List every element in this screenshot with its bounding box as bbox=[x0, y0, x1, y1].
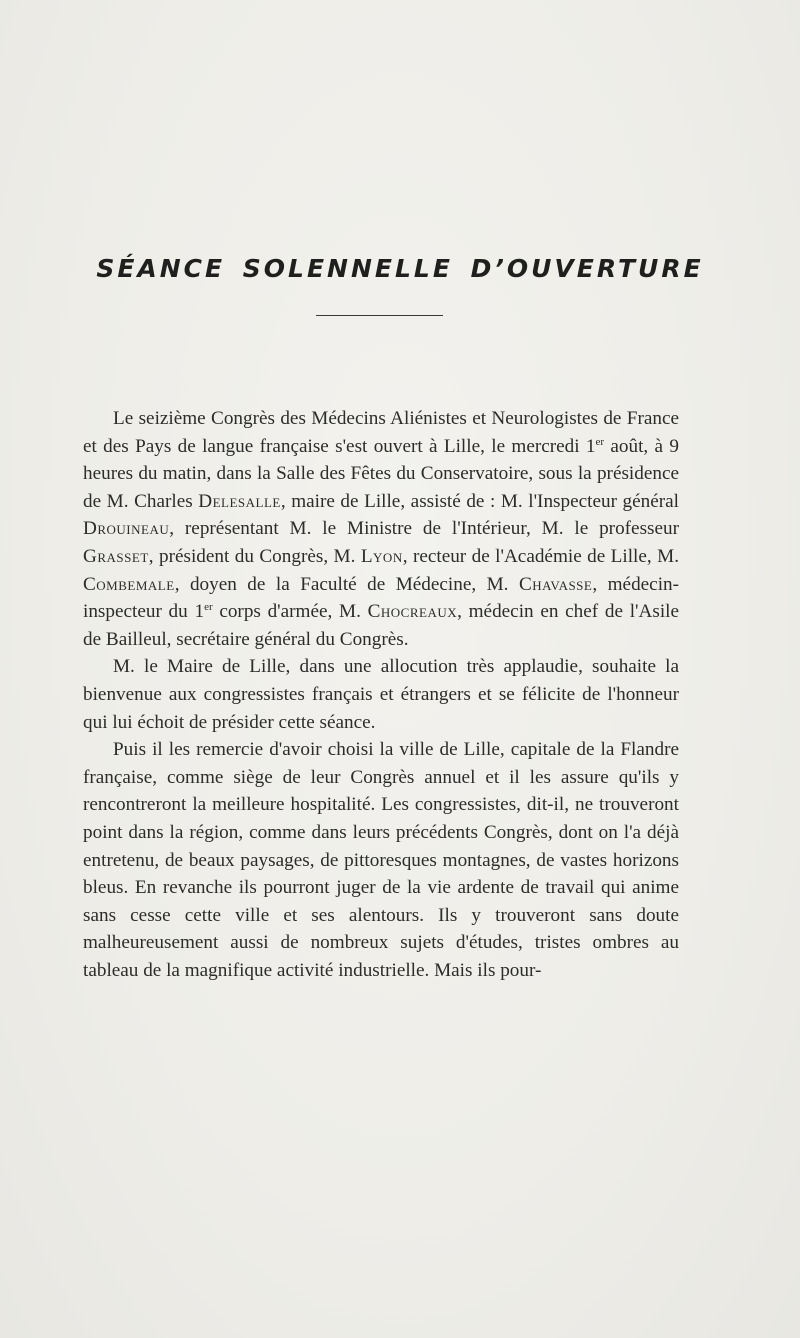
text-run: , président du Congrès, M. bbox=[148, 545, 361, 567]
body-text bbox=[83, 405, 679, 984]
title-divider bbox=[316, 315, 443, 316]
text-run: corps d'armée, M. bbox=[212, 601, 368, 623]
paragraph bbox=[83, 736, 679, 984]
ordinal-superscript: er bbox=[204, 601, 213, 614]
person-name: Chocreaux bbox=[367, 601, 458, 623]
text-run: , médecin-inspecteur du 1 bbox=[83, 573, 680, 623]
text-run: Le seizième Congrès des Médecins Aliénistes et Neurologistes de France et des Pays de langue française s'est ouvert à Lille, le mercredi 1 bbox=[83, 408, 679, 457]
text-run: , doyen de la Faculté de Médecine, M. bbox=[174, 573, 519, 595]
section-title: SÉANCE SOLENNELLE D’OUVERTURE bbox=[96, 254, 704, 283]
paragraph bbox=[83, 405, 679, 653]
text-run: , représentant M. le Ministre de l'Intérieur, M. le professeur bbox=[169, 518, 679, 540]
person-name: Delesalle bbox=[198, 490, 281, 512]
ordinal-superscript: er bbox=[595, 435, 605, 448]
paragraph bbox=[83, 653, 679, 736]
person-name: Lyon bbox=[360, 545, 403, 567]
person-name: Grasset bbox=[83, 545, 149, 567]
text-run: août, à 9 heures du matin, dans la Salle des Fêtes du Conservatoire, sous la présidence de M. Charles bbox=[83, 435, 679, 512]
text-run: , maire de Lille, assisté de : M. l'Inspecteur général bbox=[280, 490, 679, 512]
text-run: Puis il les remercie d'avoir choisi la ville de Lille, capitale de la Flandre française, comme siège de leur Congrès annuel et il les assure qu'ils y rencontreront la meilleure hospitalité. Les congressistes, dit-il, ne trouveront point dans la région, comme dans leurs précédents Congrès, dont on l'a déjà entretenu, de beaux paysages, de pittoresques montagnes, de vastes horizons bleus. En revanche ils pourront juger de la vie ardente de travail qui anime sans cesse cette ville et ses alentours. Ils y trouveront sans doute malheureusement aussi de nombreux sujets d'études, tristes ombres au tableau de la magnifique activité industrielle. Mais ils pour- bbox=[83, 739, 679, 981]
text-run: M. le Maire de Lille, dans une allocution très applaudie, souhaite la bienvenue aux congressistes français et étrangers et se félicite de l'honneur qui lui échoit de présider cette séance. bbox=[83, 656, 679, 733]
person-name: Chavasse bbox=[518, 573, 593, 595]
person-name: Combemale bbox=[83, 573, 175, 595]
text-run: , médecin en chef de l'Asile de Bailleul, secrétaire général du Congrès. bbox=[83, 601, 679, 650]
person-name: Drouineau bbox=[83, 518, 170, 540]
text-run: , recteur de l'Académie de Lille, M. bbox=[402, 545, 679, 567]
